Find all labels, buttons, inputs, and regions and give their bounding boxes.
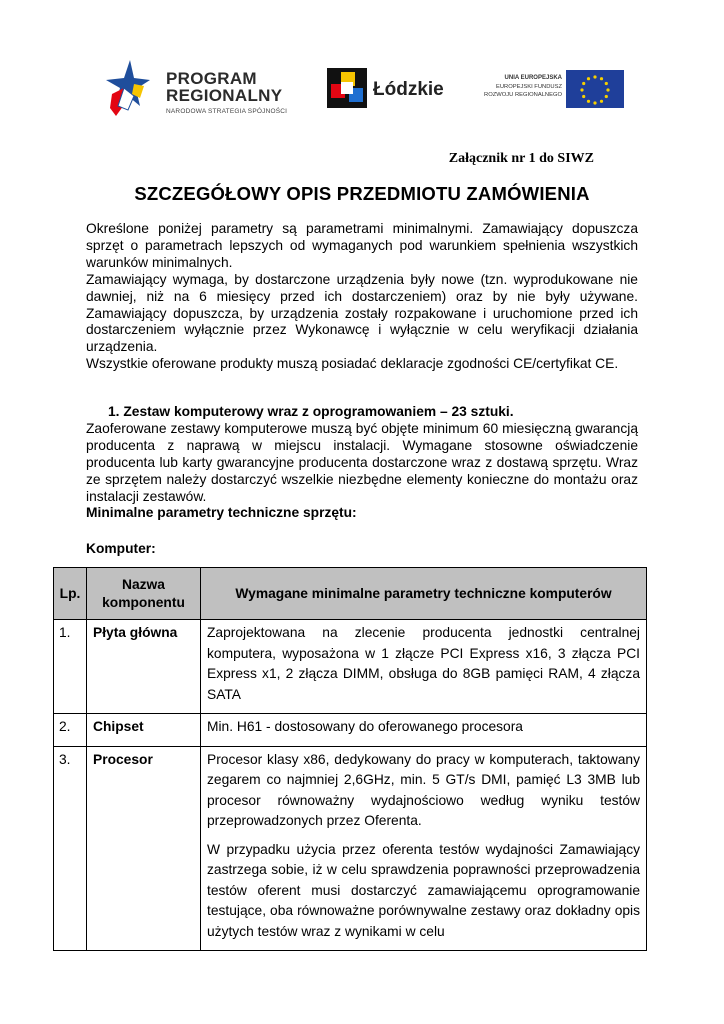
- section-1: [86, 404, 638, 522]
- eu-line2: EUROPEJSKI FUNDUSZ: [495, 83, 562, 90]
- page-title: SZCZEGÓŁOWY OPIS PRZEDMIOTU ZAMÓWIENIA: [134, 183, 590, 204]
- header-lp: Lp.: [54, 568, 87, 620]
- eu-line3: ROZWOJU REGIONALNEGO: [484, 92, 562, 98]
- row-lp: 3.: [54, 746, 87, 951]
- table-row: [54, 714, 647, 747]
- computer-heading: Komputer:: [86, 541, 156, 556]
- table-header-row: [54, 568, 647, 620]
- row-desc-text: Min. H61 - dostosowany do oferowanego procesora: [207, 719, 523, 734]
- row-desc: [201, 746, 647, 951]
- row-lp: 2.: [54, 714, 87, 747]
- row-desc-text: Zaprojektowana na zlecenie producenta jednostki centralnej komputera, wyposażona w 1 złącze PCI Express x16, 3 złącza PCI Express x1, 2 złącza DIMM, obsługa do 8GB pamięci RAM, 4 złącza SATA: [207, 625, 640, 702]
- row-lp: 1.: [54, 620, 87, 714]
- program-line2: REGIONALNY: [166, 86, 283, 105]
- eu-text: [484, 74, 562, 100]
- lodzkie-mark-icon: [327, 68, 367, 108]
- row-name: Płyta główna: [87, 620, 201, 714]
- section-1-text: Zaoferowane zestawy komputerowe muszą być objęte minimum 60 miesięczną gwarancją producenta z naprawą w miejscu instalacji. Wymagane stosowne oświadczenie producenta lub karty gwarancyjne producenta dostarczone wraz z dostawą sprzętu. Wraz ze sprzętem należy dostarczyć wszelkie niezbędne elementy konieczne do montażu oraz instalacji zestawów.: [86, 420, 638, 504]
- intro-paragraph-3: Wszystkie oferowane produkty muszą posiadać deklaracje zgodności CE/certyfikat CE.: [86, 356, 619, 372]
- min-params-heading: Minimalne parametry techniczne sprzętu:: [86, 505, 357, 521]
- intro-section: [86, 221, 638, 373]
- row-name: Procesor: [87, 746, 201, 951]
- table-row: [54, 620, 647, 714]
- annex-label: Załącznik nr 1 do SIWZ: [448, 151, 594, 166]
- program-regionalny-logo: [104, 58, 304, 126]
- section-1-heading: 1. Zestaw komputerowy wraz z oprogramowaniem – 23 sztuki.: [108, 404, 514, 419]
- intro-paragraph-2: Zamawiający wymaga, by dostarczone urządzenia były nowe (tzn. wyprodukowane nie dawniej, niż na 6 miesięcy przed ich dostarczeniem) oraz by nie były używane. Zamawiający dopuszcza, by urządzenia zostały rozpakowane i uruchomione przed ich dostarczeniem wyłącznie przez Wykonawcę i wyłącznie w celu weryfikacji działania urządzenia.: [86, 271, 638, 355]
- row-desc: [201, 714, 647, 747]
- star-icon: [104, 58, 150, 120]
- row-name: Chipset: [87, 714, 201, 747]
- specs-table: [53, 567, 647, 951]
- header-name: Nazwa komponentu: [87, 568, 201, 620]
- eu-flag-icon: [566, 70, 624, 108]
- region-name: Łódzkie: [373, 79, 444, 100]
- header-logos: [92, 44, 632, 136]
- table-row: [54, 746, 647, 951]
- eu-logo: [464, 68, 624, 112]
- row-desc-text: Procesor klasy x86, dedykowany do pracy w komputerach, taktowany zegarem co najmniej 2,6GHz, min. 5 GT/s DMI, pamięć L3 3MB lub procesor równoważny wydajnościowo według wyniku testów przeprowadzonych przez Oferenta.: [207, 751, 640, 828]
- row-desc-text-2: W przypadku użycia przez oferenta testów wydajności Zamawiający zastrzega sobie, iż w celu sprawdzenia poprawności przeprowadzenia testów oferent musi dostarczyć zamawiającemu oprogramowanie testujące, oba równoważne porównywalne zestawy oraz dokładny opis użytych testów wraz z wynikami w celu: [207, 841, 640, 939]
- program-line3: NARODOWA STRATEGIA SPÓJNOŚCI: [166, 108, 288, 115]
- lodzkie-logo: [327, 68, 447, 114]
- eu-line1: UNIA EUROPEJSKA: [504, 75, 562, 81]
- row-desc: [201, 620, 647, 714]
- intro-paragraph-1: Określone poniżej parametry są parametrami minimalnymi. Zamawiający dopuszcza sprzęt o parametrach lepszych od wymaganych pod warunkiem spełnienia wszystkich warunków minimalnych.: [86, 221, 638, 270]
- header-params: Wymagane minimalne parametry techniczne komputerów: [201, 568, 647, 620]
- program-line1: PROGRAM: [166, 69, 257, 88]
